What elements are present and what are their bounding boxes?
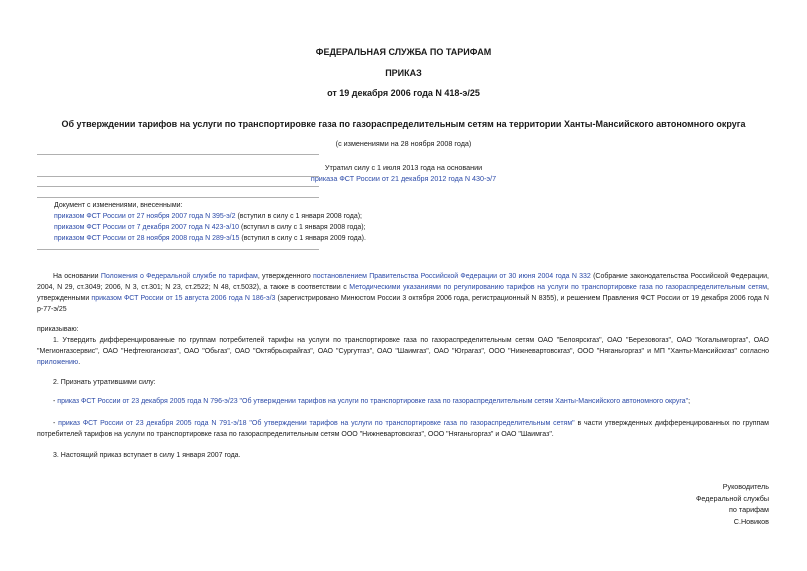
change-link[interactable]: приказом ФСТ России от 28 ноября 2008 года N 289-э/15 [54,235,240,242]
change-item [54,233,454,244]
divider [37,186,319,187]
document-type: ПРИКАЗ [385,68,422,78]
changes-intro: Документ с изменениями, внесенными: [54,202,183,209]
item-2-heading: 2. Признать утратившими силу: [53,379,156,386]
changes-block [54,200,454,244]
preamble-text: (Собрание законодательства Российской Федерации, 2004, N 29, ст.3049; 2006, N 3, ст.301; N 23, ст.2522; N 48, ст.5032), а также в соответствии с [37,273,770,291]
government-decree-link[interactable]: постановлением Правительства Российской Федерации от 30 июня 2004 года N 332 [312,273,591,280]
signature-name: С.Новиков [733,516,769,526]
divider [37,197,319,198]
amendment-note: (с изменениями на 28 ноября 2008 года) [335,139,472,148]
appendix-link[interactable]: приложению [37,359,79,366]
signature-agency-cont: по тарифам [729,505,769,514]
item-1-end: . [78,359,81,366]
item-3-paragraph: 3. Настоящий приказ вступает в силу 1 января 2007 года. [53,452,241,459]
preamble-text: , утвержденного [257,273,313,280]
change-item [54,222,454,233]
status-line: Утратил силу с 1 июля 2013 года на основании [324,163,483,172]
change-note: (вступил в силу с 1 января 2008 года); [239,224,366,231]
signature-position: Руководитель [722,482,769,491]
item-dash: - [53,420,59,427]
repeal-order-link[interactable]: приказа ФСТ России от 21 декабря 2012 года N 430-э/7 [310,174,497,183]
signature-agency: Федеральной службы [695,493,769,503]
document-date: от 19 декабря 2006 года N 418-э/25 [327,88,480,98]
preamble-text: На основании [53,273,101,280]
change-item [54,211,454,222]
fst-order-link[interactable]: приказом ФСТ России от 15 августа 2006 года N 186-э/3 [91,295,276,302]
change-note: (вступил в силу с 1 января 2009 года). [239,235,366,242]
preamble-paragraph [37,271,769,315]
change-note: (вступил в силу с 1 января 2008 года); [235,213,362,220]
agency-name: ФЕДЕРАЛЬНАЯ СЛУЖБА ПО ТАРИФАМ [315,47,492,57]
guidelines-link[interactable]: Методическими указаниями по регулированию тарифов на услуги по транспортировке газа по газораспределительным сетям [349,284,768,291]
repealed-order-796-link[interactable]: приказ ФСТ России от 23 декабря 2005 года N 796-э/23 "Об утверждении тарифов на услуги по транспортировке газа по газораспределительным сетям Ханты-Мансийского автономного округа" [57,398,689,405]
preamble-text: , утвержденными [37,284,769,302]
change-link[interactable]: приказом ФСТ России от 27 ноября 2007 года N 395-э/2 [54,213,236,220]
status-link-line [0,174,807,183]
divider [37,249,319,250]
regulation-link[interactable]: Положения о Федеральной службе по тарифам [100,273,258,280]
item-2a-paragraph [53,396,769,407]
item-end: в части утвержденных дифференцированных по группам потребителей тарифов на услуги по транспортировке газа по газораспределительным сетям ООО "Нижневартовскгаз", ООО "Няганьгоргаз" и ОАО "Шаимгаз". [37,420,769,438]
order-word: приказываю: [37,326,79,333]
item-end: ; [688,398,691,405]
document-title: Об утверждении тарифов на услуги по транспортировке газа по газораспределительным сетям на территории Ханты-Мансийского автономного округа [61,119,746,129]
item-1-text: 1. Утвердить дифференцированные по группам потребителей тарифы на услуги по транспортировке газа по газораспределительным сетям ОАО "Белоярскгаз", ОАО "Березовогаз", ОАО "Когалымгоргаз", ОАО "Мегионгазсервис", ОАО "Нефтеюганскгаз", ОАО "Обьгаз", ОАО "Октябрьскрайгаз", ОАО "Сургутгаз", ОАО "Шаимгаз", ОАО "Юграгаз", ООО "Нижневартовскгаз", ООО "Няганьгоргаз" и МП "Ханты-Мансийскгаз" согласно [37,337,769,355]
signature-block [569,481,769,527]
change-link[interactable]: приказом ФСТ России от 7 декабря 2007 года N 423-э/10 [54,224,240,231]
preamble-text: (зарегистрировано Минюстом России 3 октября 2006 года, регистрационный N 8355), и решением Правления ФСТ России от 19 декабря 2006 года N р-77-э/25 [37,295,769,313]
divider [37,154,319,155]
item-1-paragraph [37,335,769,368]
item-2b-paragraph [37,418,769,440]
repealed-order-791-link[interactable]: приказ ФСТ России от 23 декабря 2005 года N 791-э/18 "Об утверждении тарифов на услуги по транспортировке газа по газораспределительным сетям" [58,420,575,427]
item-dash: - [53,398,58,405]
